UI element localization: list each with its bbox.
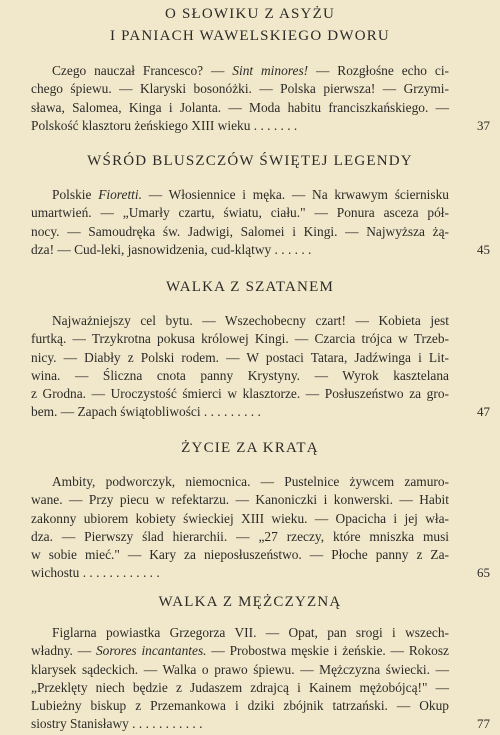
chapter-title xyxy=(0,150,500,172)
summary-line: nicy. — Diabły z Polski rodem. — W postaci Tatara, Jadźwinga i Lit- xyxy=(31,349,449,365)
chapter-summary xyxy=(0,62,500,135)
chapter-title xyxy=(0,3,500,47)
summary-line: nocy. — Samoudręka św. Jadwigi, Salomei i Kingi. — Najwyższa żą- xyxy=(31,223,449,239)
chapter-title xyxy=(0,276,500,298)
chapter-entry xyxy=(0,591,500,734)
page-number: 37 xyxy=(477,117,490,133)
summary-line: w sobie mieć." — Kary za nieposłuszeństwo. — Płoche panny z Za- xyxy=(31,547,449,563)
summary-line: zakonny ubiorem kobiety świeckiej XIII wieku. — Opacicha i jej wła- xyxy=(31,510,449,526)
summary-line: wichostu . . . . . . . . . . . . xyxy=(31,565,160,581)
summary-line: sława, Salomea, Kinga i Jolanta. — Moda habitu franciszkańskiego. — xyxy=(31,99,449,115)
chapter-title-line: ŻYCIE ZA KRATĄ xyxy=(181,440,319,456)
page-number: 77 xyxy=(477,716,490,732)
page-number: 65 xyxy=(477,565,490,581)
page-number: 47 xyxy=(477,404,490,420)
summary-line: Czego nauczał Francesco? — Sint minores! — Rozgłośne echo ci- xyxy=(52,63,450,78)
chapter-entry xyxy=(0,3,500,135)
chapter-entry xyxy=(0,437,500,583)
chapter-title-line: WALKA Z MĘŻCZYZNĄ xyxy=(158,594,342,610)
summary-line: dza. — Pierwszy ślad hierarchii. — „27 rzeczy, które mniszka musi xyxy=(31,528,449,544)
chapter-summary xyxy=(0,186,500,259)
chapter-title-line: I PANIACH WAWELSKIEGO DWORU xyxy=(110,28,390,44)
chapter-title-line: WŚRÓD BLUSZCZÓW ŚWIĘTEJ LEGENDY xyxy=(87,153,413,169)
summary-line: władny. — Sorores incantantes. — Probostwa męskie i żeńskie. — Rokosz xyxy=(31,643,450,659)
summary-line: siostry Stanisławy . . . . . . . . . . . xyxy=(31,716,203,732)
chapter-summary xyxy=(0,624,500,734)
summary-line: „Przeklęty niech będzie z Judaszem zdrajcą i Kainem mężobójcą!" — xyxy=(31,679,449,695)
page-number: 45 xyxy=(477,241,490,257)
summary-line: bem. — Zapach świątobliwości . . . . . . . . . xyxy=(31,404,261,420)
chapter-title-line: WALKA Z SZATANEM xyxy=(166,279,334,295)
summary-line: furtką. — Trzykrotna pokusa królowej Kingi. — Czarcia trójca w Trzeb- xyxy=(31,331,449,347)
summary-line: z Grodna. — Uroczystość śmierci w klasztorze. — Posłuszeństwo za gro- xyxy=(31,386,449,402)
summary-line: wina. — Śliczna cnota panny Krystyny. — Wyrok kasztelana xyxy=(31,367,449,383)
chapter-summary xyxy=(0,312,500,422)
summary-line: Ambity, podworczyk, niemocnica. — Pustelnice żywcem zamuro- xyxy=(52,474,449,489)
summary-line: Figlarna powiastka Grzegorza VII. — Opat, pan srogi i wszech- xyxy=(52,625,449,640)
chapter-title xyxy=(0,437,500,459)
chapter-entry xyxy=(0,150,500,259)
summary-line: Polskie Fioretti. — Włosiennice i męka. — Na krwawym ściernisku xyxy=(52,187,450,202)
chapter-title-line: O SŁOWIKU Z ASYŻU xyxy=(165,6,335,22)
summary-line: umartwień. — „Umarły czartu, światu, ciału." — Ponura asceza pół- xyxy=(31,205,449,221)
summary-line: klarysek sądeckich. — Walka o prawo śpiewu. — Mężczyzna świecki. — xyxy=(31,661,449,677)
chapter-summary xyxy=(0,473,500,583)
summary-line: chego śpiewu. — Klaryski bosonóżki. — Polska pierwsza! — Grzymi- xyxy=(31,81,449,97)
chapter-entry xyxy=(0,276,500,422)
summary-line: Polskość klasztoru żeńskiego XIII wieku . . . . . . . xyxy=(31,117,298,133)
chapter-title xyxy=(0,591,500,613)
summary-line: dza! — Cud-leki, jasnowidzenia, cud-klątwy . . . . . . xyxy=(31,241,312,257)
summary-line: Lubieżny biskup z Przemankowa i dziki zbójnik tatrzański. — Okup xyxy=(31,698,449,714)
summary-line: Najważniejszy cel bytu. — Wszechobecny czart! — Kobieta jest xyxy=(52,313,449,328)
summary-line: wane. — Przy piecu w refektarzu. — Kanoniczki i konwerski. — Habit xyxy=(31,492,449,508)
